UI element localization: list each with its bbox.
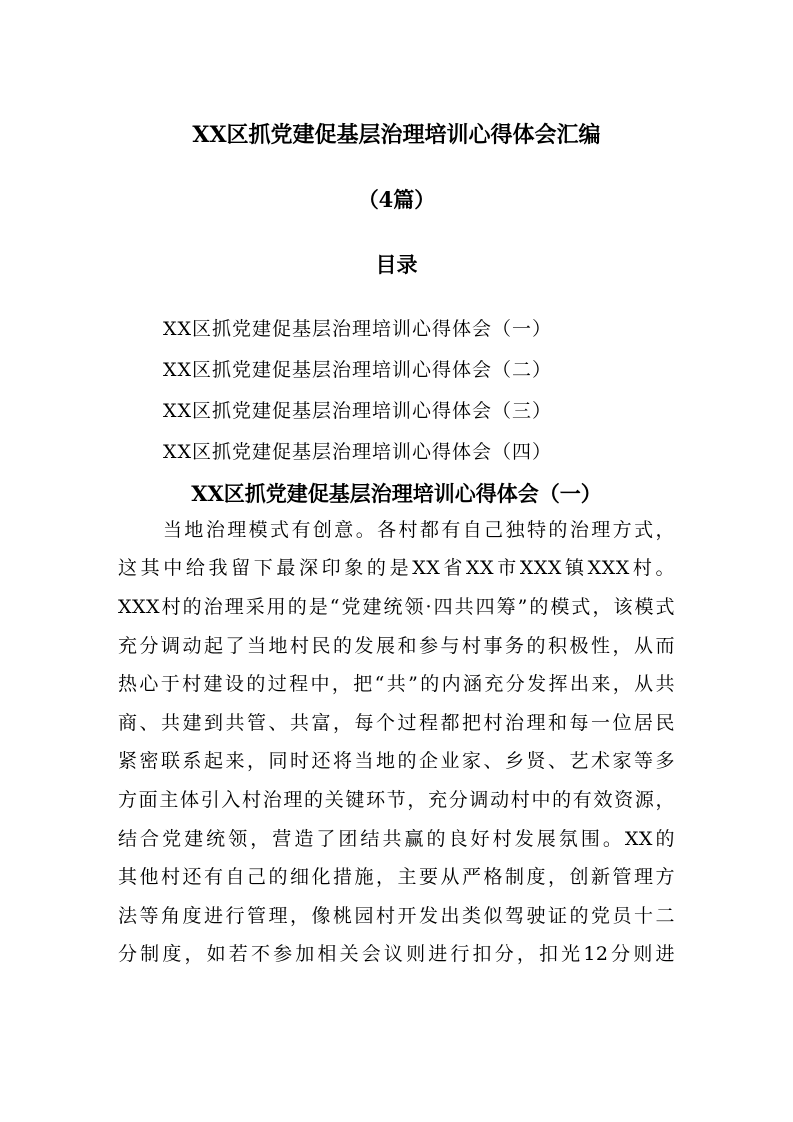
body-line: 紧密联系起来，同时还将当地的企业家、乡贤、艺术家等多: [118, 750, 675, 772]
body-line: 结合党建统领，营造了团结共赢的良好村发展氛围。XX的: [118, 828, 675, 850]
body-line: 热心于村建设的过程中，把“共”的内涵充分发挥出来，从共: [118, 673, 675, 695]
toc-heading: 目录: [375, 252, 418, 277]
body-line: 分制度，如若不参加相关会议则进行扣分，扣光12分则进: [118, 943, 675, 965]
toc-item: XX区抓党建促基层治理培训心得体会（二）: [163, 359, 553, 381]
document-count: （4篇）: [357, 187, 436, 212]
body-line: 方面主体引入村治理的关键环节，充分调动村中的有效资源，: [118, 789, 675, 811]
toc-item: XX区抓党建促基层治理培训心得体会（一）: [163, 318, 553, 340]
body-line: XXX村的治理采用的是“党建统领·四共四筹”的模式，该模式: [118, 596, 675, 618]
body-line: 当地治理模式有创意。各村都有自己独特的治理方式，: [163, 519, 675, 541]
body-line: 商、共建到共管、共富，每个过程都把村治理和每一位居民: [118, 712, 675, 734]
document-title: XX区抓党建促基层治理培训心得体会汇编: [192, 122, 601, 148]
section-heading: XX区抓党建促基层治理培训心得体会（一）: [191, 481, 602, 506]
toc-item: XX区抓党建促基层治理培训心得体会（三）: [163, 400, 553, 422]
body-line: 其他村还有自己的细化措施，主要从严格制度，创新管理方: [118, 866, 675, 888]
body-line: 这其中给我留下最深印象的是XX省XX市XXX镇XXX村。: [118, 557, 675, 579]
body-line: 法等角度进行管理，像桃园村开发出类似驾驶证的党员十二: [118, 905, 675, 927]
body-line: 充分调动起了当地村民的发展和参与村事务的积极性，从而: [118, 635, 675, 657]
toc-item: XX区抓党建促基层治理培训心得体会（四）: [163, 441, 553, 463]
